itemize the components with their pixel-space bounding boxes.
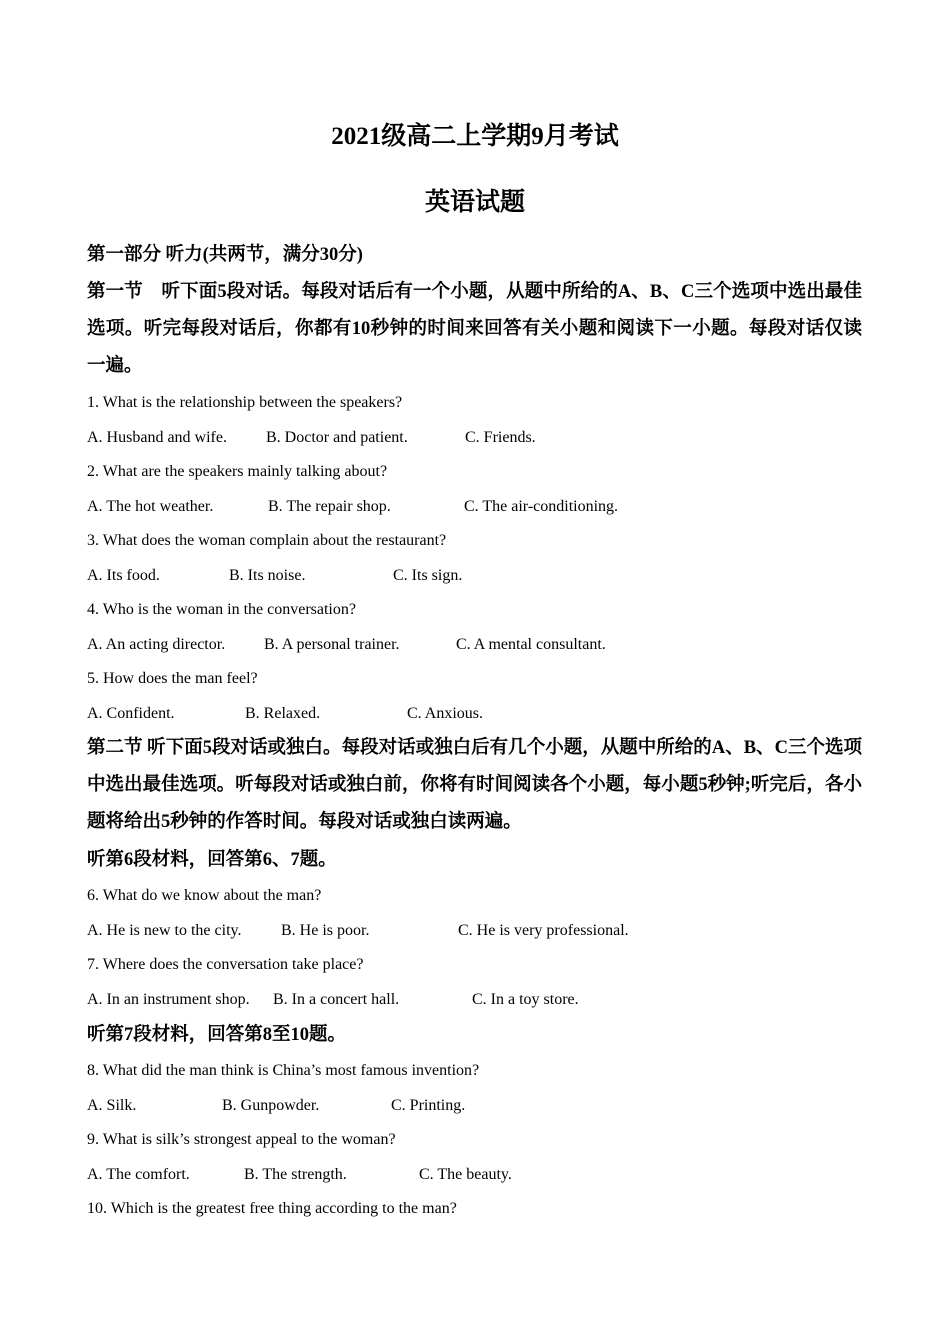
question-4: 4. Who is the woman in the conversation? (87, 601, 356, 618)
exam-title: 2021级高二上学期9月考试 (331, 123, 619, 150)
q5-option-b: B. Relaxed. (245, 705, 321, 722)
q7-option-c: C. In a toy store. (472, 991, 579, 1008)
question-10: 10. Which is the greatest free thing according to the man? (87, 1200, 457, 1217)
exam-subtitle: 英语试题 (424, 189, 525, 216)
q2-option-c: C. The air-conditioning. (464, 498, 619, 515)
q9-option-a: A. The comfort. (87, 1166, 190, 1183)
question-5: 5. How does the man feel? (87, 670, 258, 687)
question-3: 3. What does the woman complain about the restaurant? (87, 532, 447, 549)
question-2: 2. What are the speakers mainly talking about? (87, 463, 388, 480)
section1-instructions: 第一节 听下面5段对话。每段对话后有一个小题，从题中所给的A、B、C三个选项中选出最佳选项。听完每段对话后，你都有10秒钟的时间来回答有关小题和阅读下一小题。每段对话仅读一遍。 (87, 282, 862, 376)
q1-option-a: A. Husband and wife. (87, 429, 227, 446)
material-7-heading: 听第7段材料，回答第8至10题。 (87, 1025, 347, 1045)
q3-option-c: C. Its sign. (393, 567, 463, 584)
q7-option-b: B. In a concert hall. (273, 991, 400, 1008)
question-1: 1. What is the relationship between the speakers? (87, 394, 403, 411)
q6-option-c: C. He is very professional. (458, 922, 629, 939)
q4-option-a: A. An acting director. (87, 636, 226, 653)
q4-option-b: B. A personal trainer. (264, 636, 400, 653)
q2-option-b: B. The repair shop. (268, 498, 391, 515)
section2-instructions: 第二节 听下面5段对话或独白。每段对话或独白后有几个小题，从题中所给的A、B、C三个选项中选出最佳选项。听每段对话或独白前，你将有时间阅读各个小题，每小题5秒钟;听完后，各小题将给出5秒钟的作答时间。每段对话或独白读两遍。 (87, 738, 862, 832)
q5-option-a: A. Confident. (87, 705, 175, 722)
q7-option-a: A. In an instrument shop. (87, 991, 250, 1008)
q8-option-b: B. Gunpowder. (222, 1097, 320, 1114)
q8-option-c: C. Printing. (391, 1097, 466, 1114)
q2-option-a: A. The hot weather. (87, 498, 214, 515)
material-6-heading: 听第6段材料，回答第6、7题。 (87, 850, 337, 870)
q3-option-b: B. Its noise. (229, 567, 306, 584)
part1-heading: 第一部分 听力(共两节，满分30分) (87, 245, 363, 265)
question-6: 6. What do we know about the man? (87, 887, 322, 904)
question-7: 7. Where does the conversation take place? (87, 956, 364, 973)
question-8: 8. What did the man think is China’s most famous invention? (87, 1062, 480, 1079)
q9-option-b: B. The strength. (244, 1166, 347, 1183)
q6-option-a: A. He is new to the city. (87, 922, 242, 939)
q3-option-a: A. Its food. (87, 567, 160, 584)
q1-option-c: C. Friends. (465, 429, 536, 446)
q1-option-b: B. Doctor and patient. (266, 429, 408, 446)
question-9: 9. What is silk’s strongest appeal to the woman? (87, 1131, 396, 1148)
q8-option-a: A. Silk. (87, 1097, 137, 1114)
q6-option-b: B. He is poor. (281, 922, 370, 939)
q5-option-c: C. Anxious. (407, 705, 484, 722)
q4-option-c: C. A mental consultant. (456, 636, 606, 653)
q9-option-c: C. The beauty. (419, 1166, 512, 1183)
